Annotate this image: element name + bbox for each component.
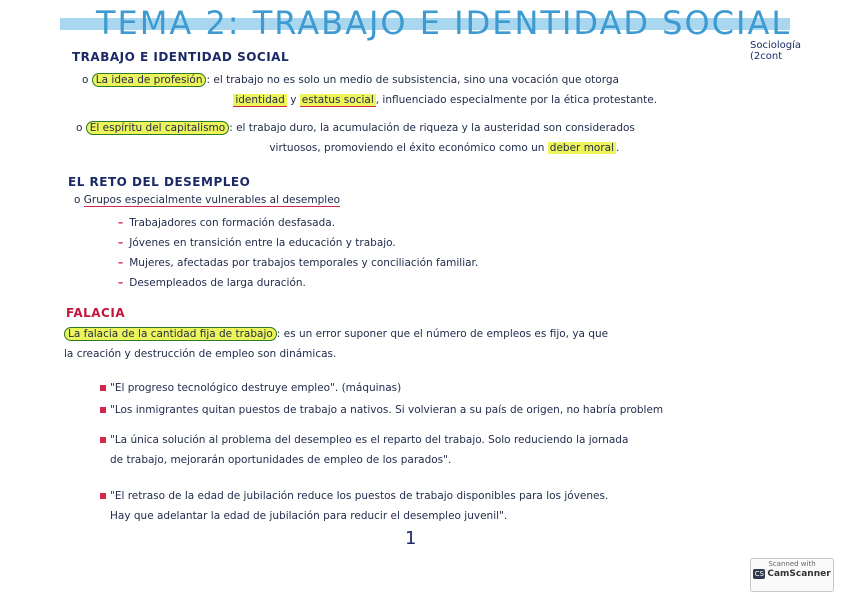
text-segment: la creación y destrucción de empleo son dinámicas. — [64, 348, 337, 360]
title-bar — [60, 4, 790, 40]
text-segment: : el trabajo no es solo un medio de subsistencia, sino una vocación que otorga — [206, 74, 619, 86]
highlight-identidad: identidad — [235, 94, 285, 106]
square-bullet-icon — [100, 493, 106, 499]
text-segment: : el trabajo duro, la acumulación de riqueza y la austeridad son considerados — [229, 122, 635, 134]
text-segment: : es un error suponer que el número de empleos es fijo, ya que — [276, 328, 609, 340]
bullet-marker: o — [74, 194, 81, 206]
quote-text: "El retraso de la edad de jubilación reduce los puestos de trabajo disponibles para los jóvenes. — [110, 490, 609, 502]
text-segment: y — [290, 94, 297, 106]
bullet-marker: o — [82, 74, 89, 86]
vulnerable-groups-list — [118, 213, 478, 293]
quote-text: de trabajo, mejorarán oportunidades de empleo de los parados". — [110, 454, 452, 466]
quote-text: Hay que adelantar la edad de jubilación para reducir el desempleo juvenil". — [110, 510, 508, 522]
section-heading-identidad: TRABAJO E IDENTIDAD SOCIAL — [72, 50, 290, 64]
list-item — [118, 233, 478, 253]
paragraph-capitalismo — [76, 118, 776, 158]
page-title: TEMA 2: TRABAJO E IDENTIDAD SOCIAL — [96, 4, 792, 42]
quote-item — [100, 430, 800, 470]
quote-text: "Los inmigrantes quitan puestos de trabajo a nativos. Si volvieran a su país de origen, no habría problem — [110, 404, 664, 416]
text-segment: virtuosos, promoviendo el éxito económico como un — [269, 142, 545, 154]
section-heading-desempleo: EL RETO DEL DESEMPLEO — [68, 175, 251, 189]
dash-marker: – — [118, 237, 124, 249]
list-item-text: Mujeres, afectadas por trabajos temporales y conciliación familiar. — [129, 257, 479, 269]
text-segment: Grupos especialmente vulnerables al desempleo — [83, 194, 341, 206]
camscanner-logo-icon: CS — [754, 570, 765, 578]
highlight-profesion: La idea de profesión — [92, 73, 207, 87]
square-bullet-icon — [100, 437, 106, 443]
highlight-deber-moral: deber moral — [549, 142, 615, 154]
badge-caption: Scanned with — [768, 560, 816, 568]
highlight-capitalismo: El espíritu del capitalismo — [86, 121, 229, 135]
bullet-marker: o — [76, 122, 83, 134]
paragraph-profesion — [82, 70, 772, 110]
list-item — [118, 253, 478, 273]
section-heading-falacia: FALACIA — [66, 306, 126, 320]
dash-marker: – — [118, 277, 124, 289]
paragraph-falacia — [64, 324, 784, 364]
list-item — [118, 273, 478, 293]
quote-item — [100, 486, 800, 526]
square-bullet-icon — [100, 385, 106, 391]
highlight-falacia: La falacia de la cantidad fija de trabajo — [64, 327, 277, 341]
text-segment: . — [616, 142, 620, 154]
quote-text: "La única solución al problema del desempleo es el reparto del trabajo. Solo reduciendo la jornada — [110, 434, 629, 446]
vulnerable-groups-intro — [74, 190, 340, 210]
dash-marker: – — [118, 257, 124, 269]
quote-item — [100, 400, 790, 420]
camscanner-badge — [750, 558, 834, 592]
list-item-text: Desempleados de larga duración. — [129, 277, 306, 289]
quote-item — [100, 378, 401, 398]
quote-text: "El progreso tecnológico destruye empleo". (máquinas) — [110, 382, 402, 394]
subject-label: Sociología (2cont — [750, 40, 802, 62]
page-number: 1 — [405, 528, 417, 549]
list-item — [118, 213, 478, 233]
square-bullet-icon — [100, 407, 106, 413]
highlight-estatus: estatus social — [301, 94, 374, 106]
dash-marker: – — [118, 217, 124, 229]
list-item-text: Jóvenes en transición entre la educación y trabajo. — [129, 237, 396, 249]
list-item-text: Trabajadores con formación desfasada. — [129, 217, 336, 229]
text-segment: , influenciado especialmente por la ética protestante. — [375, 94, 658, 106]
badge-brand: CamScanner — [767, 569, 831, 579]
